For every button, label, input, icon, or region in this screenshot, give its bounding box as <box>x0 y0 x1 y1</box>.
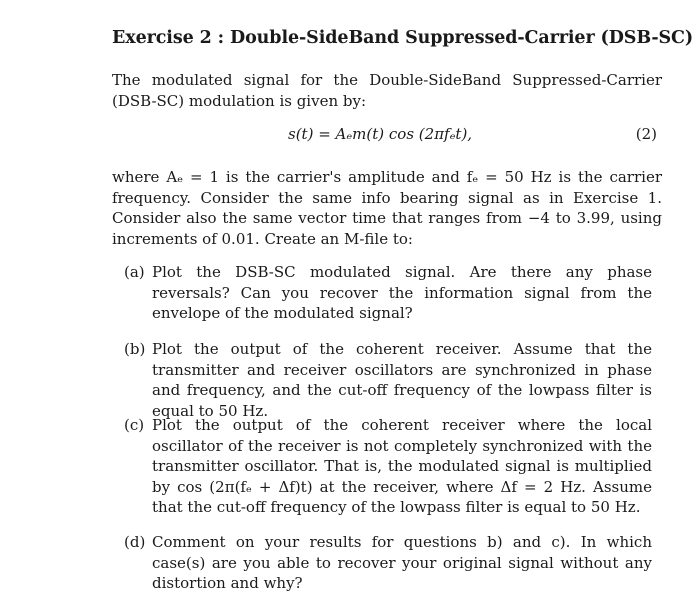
exercise-title: Exercise 2 : Double-SideBand Suppressed-Carrier (DSB-SC) <box>112 28 694 48</box>
equation-formula: s(t) = Aₑm(t) cos (2πfₑt), <box>288 125 473 143</box>
task-text: Plot the output of the coherent receiver where the local oscillator of the receiver is not completely synchronized with the transmitter oscillator. That is, the modulated signal is multiplied by cos (2π(fₑ + Δf)t) at the receiver, where Δf = 2 Hz. Assume that the cut-off frequency of the lowpass filter is equal to 50 Hz. <box>152 416 652 516</box>
task-marker: (d) <box>124 533 146 551</box>
task-marker: (a) <box>124 263 145 281</box>
task-text: Plot the output of the coherent receiver. Assume that the transmitter and receiver oscillators are synchronized in phase and frequency, and the cut-off frequency of the lowpass filter is equal to 50 Hz. <box>152 340 652 420</box>
task-marker: (c) <box>124 416 145 434</box>
description-paragraph: where Aₑ = 1 is the carrier's amplitude and fₑ = 50 Hz is the carrier frequency. Consider the same info bearing signal as in Exercise 1. Consider also the same vector time that ranges from −4 to 3.99, using increments of 0.01. Create an M-file to: <box>112 168 662 248</box>
intro-paragraph: The modulated signal for the Double-SideBand Suppressed-Carrier (DSB-SC) modulation is given by: <box>112 71 662 110</box>
task-text: Plot the DSB-SC modulated signal. Are there any phase reversals? Can you recover the information signal from the envelope of the modulated signal? <box>152 263 652 322</box>
task-text: Comment on your results for questions b) and c). In which case(s) are you able to recover your original signal without any distortion and why? <box>152 533 652 592</box>
equation-number: (2) <box>635 125 657 143</box>
equation <box>112 125 657 147</box>
task-marker: (b) <box>124 340 146 358</box>
